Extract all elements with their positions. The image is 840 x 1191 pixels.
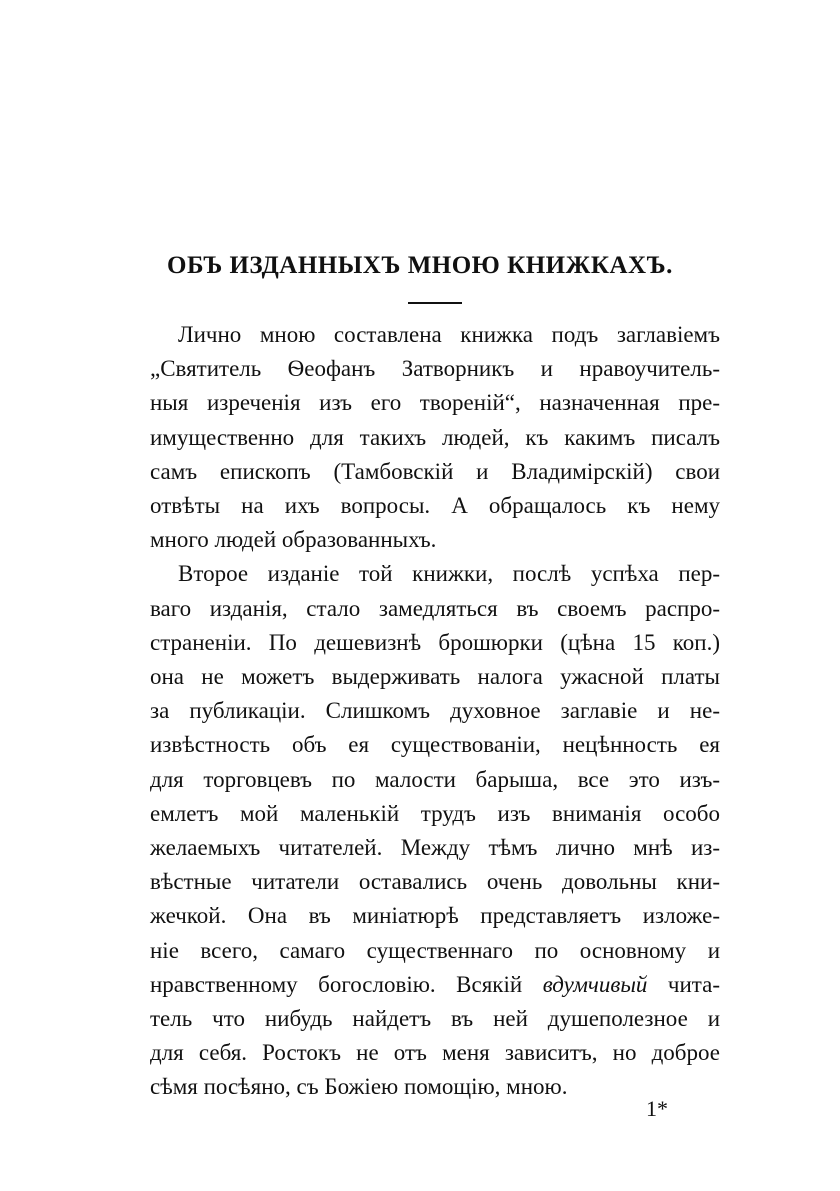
text-line: для торговцевъ по малости барыша, все это изъ- [150, 766, 720, 792]
text-line: ныя изреченія изъ его твореній“, назначенная пре- [150, 390, 720, 416]
text-segment: чита- [647, 971, 720, 997]
paragraph-2 [150, 557, 720, 1104]
text-line: имущественно для такихъ людей, къ какимъ писалъ [150, 424, 720, 450]
page-number: 1* [646, 1096, 668, 1121]
text-line: вѣстные читатели оставались очень довольны кни- [150, 869, 720, 895]
text-line: сѣмя посѣяно, съ Божіею помощію, мною. [150, 1074, 568, 1100]
text-line: много людей образованныхъ. [150, 527, 437, 553]
text-line-with-italic [150, 968, 720, 1002]
text-line: отвѣты на ихъ вопросы. А обращалось къ нему [150, 493, 720, 519]
text-line: она не можетъ выдерживать налога ужасной платы [150, 664, 720, 690]
text-line: за публикаціи. Слишкомъ духовное заглавіе и не- [150, 698, 720, 724]
text-line: извѣстность объ ея существованіи, нецѣнность ея [150, 732, 720, 758]
text-line: емлетъ мой маленькій трудъ изъ вниманія особо [150, 800, 720, 826]
text-line: самъ епископъ (Тамбовскій и Владимірскій) свои [150, 458, 720, 484]
title-divider [408, 302, 462, 304]
page-title: ОБЪ ИЗДАННЫХЪ МНОЮ КНИЖКАХЪ. [167, 252, 673, 279]
text-line: желаемыхъ читателей. Между тѣмъ лично мнѣ из- [150, 835, 720, 861]
italic-word: вдумчивый [542, 971, 648, 997]
text-line: жечкой. Она въ миніатюрѣ представляетъ изложе- [150, 903, 720, 929]
text-line: ваго изданія, стало замедляться въ своемъ распро- [150, 595, 720, 621]
text-segment: нравственному богословію. Всякій [150, 971, 543, 997]
text-line: тель что нибудь найдетъ въ ней душеполезное и [150, 1006, 720, 1032]
text-line: для себя. Ростокъ не отъ меня зависитъ, но доброе [150, 1040, 720, 1066]
text-line: Второе изданіе той книжки, послѣ успѣха пер- [178, 561, 720, 587]
text-line: „Святитель Ѳеофанъ Затворникъ и нравоучитель- [150, 356, 720, 382]
paragraph-1 [150, 318, 720, 557]
text-line: ніе всего, самаго существеннаго по основному и [150, 937, 720, 963]
text-line: страненіи. По дешевизнѣ брошюрки (цѣна 15 коп.) [150, 629, 720, 655]
body-text [150, 318, 720, 1105]
text-line: Лично мною составлена книжка подъ заглавіемъ [178, 322, 720, 347]
